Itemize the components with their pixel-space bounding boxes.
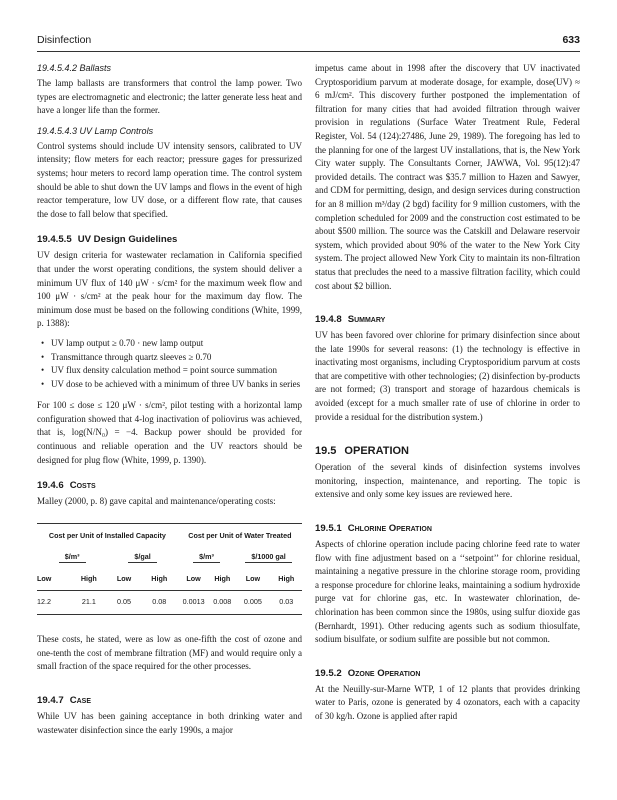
list-item: • UV dose to be achieved with a minimum of three UV banks in series	[51, 378, 302, 392]
heading-title: UV Design Guidelines	[77, 234, 178, 246]
table-unit-header: $/m³	[37, 546, 107, 568]
heading-operation	[315, 444, 580, 459]
paragraph-chlorine-operation: Aspects of chlorine operation include pacing chlorine feed rate to water flow with fine adjustment based on a ‘‘setpoint’’ for chlorine residual, maintaining a negative pressure in the chlorine storage room, providing a response procedure for chlorine leaks, maintaining a sodium hydroxide purge vat for chlorine gas, etc. In wastewater chlorination, de-chlorination has been common since the 1980s, using sulfur dioxide gas (Bernhardt, 1991). Other reducing agents such as sodium thiosulfate, sodium bisulfate, or sodium sulfite are possible but not common.	[315, 539, 580, 645]
heading-title: Chlorine Operation	[347, 523, 432, 535]
heading-title: Case	[69, 695, 92, 706]
design-conditions-list	[37, 337, 302, 391]
paragraph-ballasts: The lamp ballasts are transformers that control the lamp power. Two types are electromagnetic and electronic; the latter generate less heat and have a longer life than the former.	[37, 78, 302, 116]
cost-table	[37, 523, 302, 615]
table-cell: 0.0013	[178, 590, 210, 615]
header-rule	[37, 51, 580, 52]
paragraph-uv-design: UV design criteria for wastewater reclamation in California specified that under the worst operating conditions, the system should deliver a minimum UV flux of 140 μW · s/cm² for the maximum week flow and 100 μW · s/cm² at the peak hour for the maximum day flow. The minimum dose must be based on the following conditions (White, 1999, p. 1388):	[37, 250, 302, 329]
heading-case	[37, 694, 302, 708]
paragraph-uv-lamp-controls: Control systems should include UV intensity sensors, calibrated to UV intensity; flow meters for each reactor; pressure gages for pressurized systems; hour meters to record lamp operation time. The control system should be able to shut down the UV lamps and flows in the event of high reactor temperature, low UV dose, or a different flow rate, that causes the dose to fall below that specified.	[37, 140, 302, 219]
heading-chlorine-operation	[315, 522, 580, 536]
table-group-header: Cost per Unit of Water Treated	[178, 523, 302, 546]
table-unit-header: $/1000 gal	[235, 546, 302, 568]
table-sub-header: Low	[107, 568, 140, 590]
table-unit-header: $/gal	[107, 546, 177, 568]
heading-number: 19.4.7	[37, 695, 64, 706]
paragraph-summary: UV has been favored over chlorine for primary disinfection since about the late 1990s for several reasons: (1) the technology is effective in inactivating most organisms, including Cryptosporidium parvum at costs that are competitive with other technologies; (2) disinfection by-products are not formed; (3) transport and storage of hazardous chemicals is avoided (except for a much smaller rate of use of chlorine in order to provide a residual for the distribution system.)	[315, 330, 580, 422]
table-cell: 0.008	[209, 590, 235, 615]
paragraph-case: While UV has been gaining acceptance in both drinking water and wastewater disinfection since the early 1990s, a major	[37, 711, 302, 735]
list-item: • UV flux density calculation method = point source summation	[51, 364, 302, 378]
heading-number: 19.4.5.5	[37, 234, 72, 246]
running-head-title: Disinfection	[37, 34, 92, 46]
heading-title: Summary	[347, 314, 386, 326]
paragraph-costs: Malley (2000, p. 8) gave capital and maintenance/operating costs:	[37, 496, 276, 507]
heading-uv-lamp-controls: 19.4.5.4.3 UV Lamp Controls	[37, 125, 154, 136]
table-cell: 0.05	[107, 590, 140, 615]
heading-number: 19.5	[315, 445, 337, 458]
table-sub-header: Low	[178, 568, 210, 590]
left-column	[37, 62, 302, 737]
table-cell: 0.03	[271, 590, 302, 615]
table-group-header: Cost per Unit of Installed Capacity	[37, 523, 178, 546]
table-row	[37, 590, 302, 615]
heading-uv-design-guidelines	[37, 233, 302, 247]
table-cell: 21.1	[70, 590, 107, 615]
table-sub-header: High	[209, 568, 235, 590]
table-cell: 0.08	[141, 590, 178, 615]
heading-title: Costs	[69, 480, 96, 492]
paragraph-pilot-testing: For 100 ≤ dose ≤ 120 μW · s/cm², pilot testing with a horizontal lamp configuration showed that 4-log inactivation of poliovirus was achieved, that is, log(N/N₀) = −4. Backup power should be provided for continuous and reliable operation and the UV reactors should be designed for plug flow (White, 1999, p. 1390).	[37, 400, 302, 465]
heading-number: 19.5.2	[315, 667, 342, 679]
right-column	[315, 62, 580, 724]
heading-title: OPERATION	[344, 445, 409, 458]
heading-costs	[37, 479, 302, 493]
page-number: 633	[562, 34, 580, 46]
list-item: • Transmittance through quartz sleeves ≥ 0.70	[51, 351, 302, 365]
paragraph-ozone-operation: At the Neuilly-sur-Marne WTP, 1 of 12 plants that provides drinking water to Paris, ozone is generated by 4 ozonators, each with a capacity of 30 kg/h. Ozone is applied after rapid	[315, 683, 580, 721]
heading-ballasts: 19.4.5.4.2 Ballasts	[37, 63, 112, 73]
heading-summary	[315, 313, 580, 327]
table-unit-header: $/m³	[178, 546, 235, 568]
table-sub-header: Low	[235, 568, 270, 590]
list-item: • UV lamp output ≥ 0.70 · new lamp output	[51, 337, 302, 351]
paragraph-operation: Operation of the several kinds of disinfection systems involves monitoring, inspection, maintenance, and reporting. The topic is extensive and only some key issues are reviewed here.	[315, 462, 580, 500]
paragraph-case-continued: impetus came about in 1998 after the discovery that UV inactivated Cryptosporidium parvum at moderate dosage, for example, dose(UV) ≈ 6 mJ/cm². This discovery further postponed the implementation of filtration for many cities that had avoided filtration through waiver provision in regulations (Surface Water Treatment Rule, Federal Register, Vol. 54 (124):27486, June 29, 1989). The foregoing has led to the planning for one of the largest UV installations, that is, the New York City water supply. The Consultants Corner, JAWWA, Vol. 95(12):47 provided details. The contract was $35.7 million to Hazen and Sawyer, and CDM for permitting, design, and design services during construction for an 8 million m³/day (2 bgd) facility for 9 million customers, with the completion scheduled for 2009 and the construction cost estimated to be about $500 million. The source was the Catskill and Delaware reservoir system, which provided about 90% of the water to the New York City system. The project allowed New York City to maintain its non-filtration status that precludes the need to a massive filtration facility, which could cost about $2 billion.	[315, 63, 580, 291]
paragraph-cost-comparison: These costs, he stated, were as low as one-fifth the cost of ozone and one-tenth the cost of membrane filtration (MF) and would require only a small fraction of the space required for the other processes.	[37, 634, 302, 672]
heading-number: 19.4.8	[315, 314, 342, 326]
table-sub-header: High	[271, 568, 302, 590]
heading-number: 19.4.6	[37, 480, 64, 492]
table-sub-header: Low	[37, 568, 70, 590]
heading-ozone-operation	[315, 667, 580, 681]
running-head	[37, 34, 580, 48]
heading-number: 19.5.1	[315, 523, 342, 535]
table-cell: 0.005	[235, 590, 270, 615]
table-sub-header: High	[141, 568, 178, 590]
table-cell: 12.2	[37, 590, 70, 615]
table-sub-header: High	[70, 568, 107, 590]
heading-title: Ozone Operation	[347, 667, 421, 679]
